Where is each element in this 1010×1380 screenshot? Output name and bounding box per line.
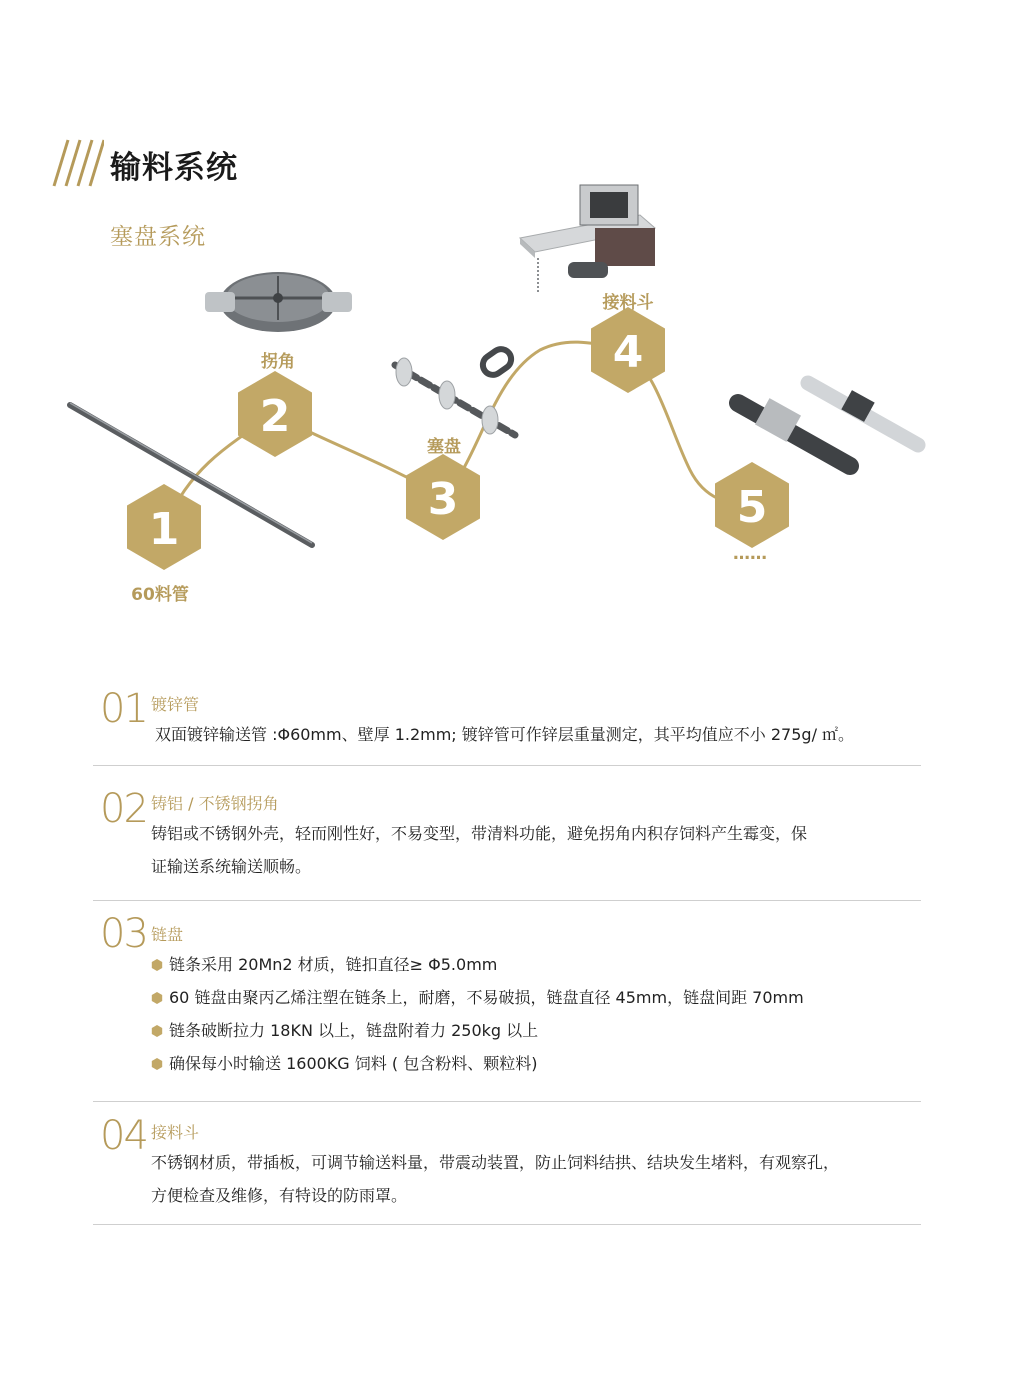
page-title: 输料系统 — [110, 150, 238, 186]
section-02-number: 02 — [100, 786, 147, 832]
stage-2-number: 2 — [259, 391, 291, 442]
section-divider — [93, 765, 921, 766]
hopper-image — [520, 185, 655, 292]
fittings-image — [738, 383, 918, 466]
stage-5-label: …… — [733, 544, 767, 564]
hexagon-bullet-icon — [151, 992, 163, 1004]
list-item: 链条破断拉力 18KN 以上，链盘附着力 250kg 以上 — [151, 1014, 921, 1047]
stage-1-number: 1 — [148, 504, 180, 555]
section-04-body-line-1: 不锈钢材质，带插板，可调节输送料量，带震动装置，防止饲料结拱、结块发生堵料，有观察孔， — [151, 1153, 840, 1172]
stage-4-label: 接料斗 — [602, 293, 654, 313]
section-01-number: 01 — [100, 686, 147, 732]
page-subtitle: 塞盘系统 — [110, 224, 206, 250]
hexagon-bullet-icon — [151, 1058, 163, 1070]
hexagon-bullet-icon — [151, 1025, 163, 1037]
list-item: 60 链盘由聚丙乙烯注塑在链条上，耐磨，不易破损，链盘直径 45mm，链盘间距 70mm — [151, 981, 921, 1014]
section-01-title: 镀锌管 — [151, 695, 200, 714]
stage-4-number: 4 — [612, 327, 644, 378]
stage-5-number: 5 — [736, 482, 768, 533]
corner-image — [205, 272, 352, 332]
section-divider — [93, 1101, 921, 1102]
stage-1-label: 60料管 — [131, 585, 189, 605]
stage-2-label: 拐角 — [261, 352, 295, 372]
section-01-body: 双面镀锌输送管 :Φ60mm、壁厚 1.2mm; 镀锌管可作锌层重量测定，其平均值应不小 275g/ ㎡。 — [155, 725, 855, 744]
list-item: 确保每小时输送 1600KG 饲料 ( 包含粉料、颗粒料) — [151, 1047, 921, 1080]
section-04-title: 接料斗 — [151, 1123, 200, 1142]
section-03-number: 03 — [100, 911, 147, 957]
section-02-title: 铸铝 / 不锈钢拐角 — [151, 794, 279, 813]
section-02-body-line-1: 铸铝或不锈钢外壳，轻而刚性好，不易变型，带清料功能，避免拐角内积存饲料产生霉变，保 — [151, 824, 808, 843]
section-04-body-line-2: 方便检查及维修，有特设的防雨罩。 — [151, 1186, 408, 1205]
section-divider — [93, 900, 921, 901]
section-divider — [93, 1224, 921, 1225]
chain-disc-image — [395, 345, 515, 435]
section-03-title: 链盘 — [151, 925, 184, 944]
conveying-system-diagram — [0, 170, 1010, 610]
section-02-body-line-2: 证输送系统输送顺畅。 — [151, 857, 312, 876]
section-03-bullet-list — [151, 948, 921, 1080]
hexagon-bullet-icon — [151, 959, 163, 971]
stage-3-number: 3 — [427, 474, 459, 525]
section-04-number: 04 — [100, 1113, 147, 1159]
stage-3-label: 塞盘 — [427, 437, 461, 457]
list-item: 链条采用 20Mn2 材质，链扣直径≥ Φ5.0mm — [151, 948, 921, 981]
